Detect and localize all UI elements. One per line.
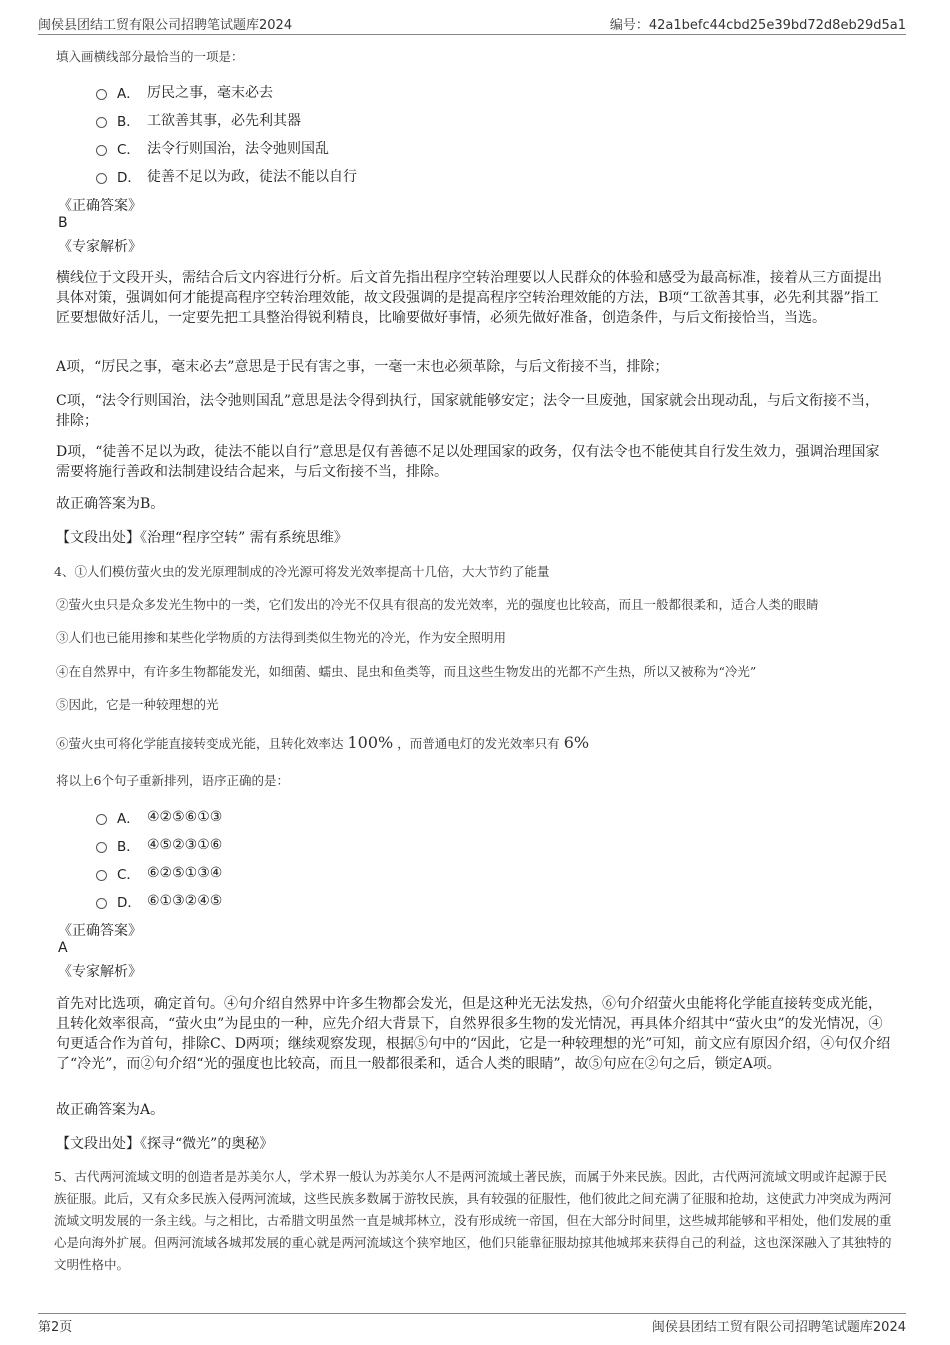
- q4-analysis-label: 《专家解析》: [58, 964, 142, 980]
- q4-sentence-5: ⑤因此，它是一种较理想的光: [56, 697, 219, 712]
- q4-option-b[interactable]: [96, 835, 222, 855]
- lamp-efficiency-value: 6%: [563, 733, 590, 752]
- sentence-6-text: ，而普通电灯的发光效率只有: [397, 736, 560, 751]
- header-title: 闽侯县团结工贸有限公司招聘笔试题库2024: [38, 18, 293, 33]
- option-text: ⑥①③②④⑤: [147, 893, 223, 909]
- option-letter: B．: [117, 839, 140, 855]
- q4-sentence-4: ④在自然界中，有许多生物都能发光，如细菌、蠕虫、昆虫和鱼类等，而且这些生物发出的光都不产生热，所以又被称为“冷光”: [56, 664, 757, 679]
- q4-sentence-3: ③人们也已能用掺和某些化学物质的方法得到类似生物光的冷光，作为安全照明用: [56, 630, 507, 645]
- page-footer: [38, 1313, 906, 1338]
- q3-option-c[interactable]: [96, 138, 329, 158]
- sentence-6-text: ⑥萤火虫可将化学能直接转变成光能，且转化效率达: [56, 736, 344, 751]
- q4-sentence-1: 4、①人们模仿萤火虫的发光原理制成的冷光源可将发光效率提高十几倍，大大节约了能量: [54, 564, 550, 579]
- q3-analysis-paragraph: D项，“徒善不足以为政，徒法不能以自行”意思是仅有善德不足以处理国家的政务，仅有法令也不能使其自行发生效力，强调治理国家需要将施行善政和法制建设结合起来，与后文衔接不当，排除。: [56, 444, 880, 480]
- q3-option-a[interactable]: [96, 82, 273, 102]
- q4-option-d[interactable]: [96, 891, 222, 911]
- option-letter: D．: [117, 170, 141, 186]
- option-text: 法令行则国治，法令弛则国乱: [147, 141, 329, 157]
- option-text: ④⑤②③①⑥: [147, 837, 223, 853]
- radio-icon[interactable]: [96, 173, 107, 184]
- q3-analysis-label: 《专家解析》: [58, 239, 142, 255]
- q3-answer: B: [58, 215, 68, 231]
- option-text: ⑥②⑤①③④: [147, 865, 223, 881]
- radio-icon[interactable]: [96, 89, 107, 100]
- q3-option-b[interactable]: [96, 110, 301, 130]
- q3-stem: 填入画横线部分最恰当的一项是：: [56, 49, 244, 64]
- option-letter: A．: [117, 811, 140, 827]
- q3-conclusion: 故正确答案为B。: [56, 496, 165, 512]
- q4-conclusion: 故正确答案为A。: [56, 1102, 165, 1118]
- option-text: ④②⑤⑥①③: [147, 809, 223, 825]
- footer-title: 闽侯县团结工贸有限公司招聘笔试题库2024: [651, 1320, 906, 1335]
- page-number: 第2页: [38, 1320, 73, 1335]
- q3-analysis-paragraph: 横线位于文段开头，需结合后文内容进行分析。后文首先指出程序空转治理要以人民群众的体验和感受为最高标准，接着从三方面提出具体对策，强调如何才能提高程序空转治理效能，故文段强调的是提高程序空转治理效能的方法，B项“工欲善其事，必先利其器”指工匠要想做好活儿，一定要先把工具整治得锐利精良，比喻要做好事情，必须先做好准备，创造条件，与后文衔接恰当，当选。: [56, 270, 882, 326]
- option-letter: B．: [117, 114, 140, 130]
- q4-sentence-6: [56, 732, 892, 755]
- option-letter: C．: [117, 142, 140, 158]
- radio-icon[interactable]: [96, 870, 107, 881]
- q3-analysis-paragraph: C项，“法令行则国治，法令弛则国乱”意思是法令得到执行，国家就能够安定；法令一旦废弛，国家就会出现动乱，与后文衔接不当，排除；: [56, 393, 880, 429]
- q4-option-a[interactable]: [96, 807, 222, 827]
- header-serial: 编号：42a1befc44cbd25e39bd72d8eb29d5a1: [609, 18, 906, 33]
- option-letter: D．: [117, 895, 141, 911]
- radio-icon[interactable]: [96, 117, 107, 128]
- option-text: 徒善不足以为政，徒法不能以自行: [147, 169, 357, 185]
- q5-passage: 5、古代两河流域文明的创造者是苏美尔人，学术界一般认为苏美尔人不是两河流域土著民族，而属于外来民族。因此，古代两河流域文明或许起源于民族征服。此后，又有众多民族入侵两河流域，这些民族多数属于游牧民族，具有较强的征服性，他们彼此之间充满了征服和抢劫，这使武力冲突成为两河流域文明发展的一条主线。与之相比，古希腊文明虽然一直是城邦林立，没有形成统一帝国，但在大部分时间里，这些城邦能够和平相处，他们发展的重心是向海外扩展。但两河流域各城邦发展的重心就是两河流域这个狭窄地区，他们只能靠征服劫掠其他城邦来获得自己的利益，这也深深融入了其独特的文明性格中。: [54, 1169, 892, 1272]
- page-header: [38, 14, 906, 35]
- radio-icon[interactable]: [96, 898, 107, 909]
- q3-answer-label: 《正确答案》: [58, 198, 142, 214]
- q3-analysis-paragraph: A项，“厉民之事，毫末必去”意思是于民有害之事，一毫一末也必须革除，与后文衔接不当，排除；: [56, 359, 669, 375]
- q4-stem: 将以上6个句子重新排列，语序正确的是：: [56, 773, 289, 788]
- option-text: 工欲善其事，必先利其器: [147, 113, 301, 129]
- q4-analysis-paragraph: 首先对比选项，确定首句。④句介绍自然界中许多生物都会发光，但是这种光无法发热，⑥句介绍萤火虫能将化学能直接转变成光能，且转化效率很高，“萤火虫”为昆虫的一种，应先介绍大背景下，自然界很多生物的发光情况，再具体介绍其中“萤火虫”的发光情况，④句更适合作为首句，排除C、D两项；继续观察发现，根据⑤句中的“因此，它是一种较理想的光”可知，前文应有原因介绍，④句仅介绍了“冷光”，而②句介绍“光的强度也比较高，而且一般都很柔和，适合人类的眼睛”，故⑤句应在②句之后，锁定A项。: [56, 996, 891, 1072]
- q4-answer: A: [58, 940, 68, 956]
- option-letter: A．: [117, 86, 140, 102]
- q4-source: 【文段出处】《探寻“微光”的奥秘》: [56, 1136, 274, 1152]
- q3-option-d[interactable]: [96, 166, 357, 186]
- efficiency-value: 100%: [347, 733, 394, 752]
- radio-icon[interactable]: [96, 814, 107, 825]
- q3-source: 【文段出处】《治理“程序空转” 需有系统思维》: [56, 530, 348, 546]
- option-text: 厉民之事，毫末必去: [147, 85, 273, 101]
- option-letter: C．: [117, 867, 140, 883]
- q4-answer-label: 《正确答案》: [58, 923, 142, 939]
- radio-icon[interactable]: [96, 842, 107, 853]
- q4-sentence-2: ②萤火虫只是众多发光生物中的一类，它们发出的冷光不仅具有很高的发光效率，光的强度也比较高，而且一般都很柔和，适合人类的眼睛: [56, 597, 819, 612]
- q4-option-c[interactable]: [96, 863, 222, 883]
- radio-icon[interactable]: [96, 145, 107, 156]
